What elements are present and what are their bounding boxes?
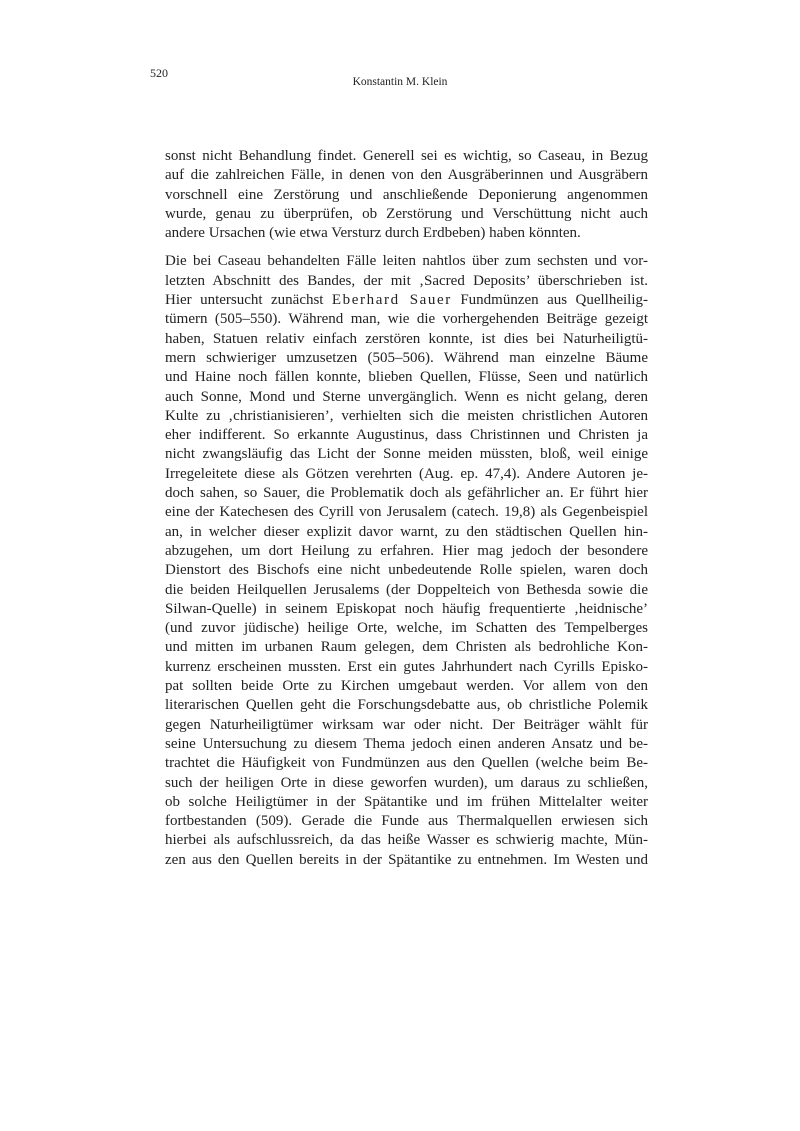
text-line: haben, Statuen relativ einfach zerstören konnte, ist dies bei Naturheiligtü-	[165, 330, 648, 347]
paragraph-1	[165, 147, 648, 243]
text-line: mern schwieriger umzusetzen (505–506). Während man einzelne Bäume	[165, 349, 648, 366]
text-line: auf die zahlreichen Fälle, in denen von den Ausgräberinnen und Ausgräbern	[165, 167, 648, 184]
text-line	[165, 291, 648, 310]
text-line: kurrenz erscheinen mussten. Erst ein gutes Jahrhundert nach Cyrills Episko-	[165, 658, 648, 675]
text-line: pat sollten beide Orte zu Kirchen umgebaut werden. Vor allem von den	[165, 678, 648, 695]
text-line: ob solche Heiligtümer in der Spätantike und im frühen Mittelalter weiter	[165, 793, 648, 810]
text-line: trachtet die Häufigkeit von Fundmünzen aus den Quellen (welche beim Be-	[165, 755, 648, 772]
text-line: Kulte zu ‚christianisieren’, verhielten sich die meisten christlichen Autoren	[165, 407, 648, 424]
text-line: seine Untersuchung zu diesem Thema jedoch einen anderen Ansatz und be-	[165, 735, 648, 752]
text-line: letzten Abschnitt des Bandes, der mit ‚Sacred Deposits’ überschrieben ist.	[165, 272, 648, 289]
text-line: abzugehen, um dort Heilung zu erfahren. Hier mag jedoch der besondere	[165, 542, 648, 559]
text-line: und Haine noch fällen konnte, blieben Quellen, Flüsse, Seen und natürlich	[165, 369, 648, 386]
text-line: Dienstort des Bischofs eine nicht unbedeutende Rolle spielen, waren doch	[165, 562, 648, 579]
running-head: Konstantin M. Klein	[352, 76, 448, 88]
text-line: die beiden Heilquellen Jerusalems (der Doppelteich von Bethesda sowie die	[165, 581, 648, 598]
body-text	[165, 147, 648, 879]
text-line: (und zuvor jüdische) heilige Orte, welche, im Schatten des Tempelberges	[165, 620, 648, 637]
text-line: tümern (505–550). Während man, wie die vorhergehenden Beiträge gezeigt	[165, 311, 648, 328]
page-number: 520	[150, 66, 168, 80]
text-line: eher indifferent. So erkannte Augustinus, dass Christinnen und Christen ja	[165, 427, 648, 444]
text-line: literarischen Quellen geht die Forschungsdebatte aus, ob christliche Polemik	[165, 697, 648, 714]
text-line: nicht zwangsläufig das Licht der Sonne meiden müssten, bloß, weil einige	[165, 446, 648, 463]
text-line: doch sahen, so Sauer, die Problematik doch als gefährlicher an. Er führt hier	[165, 485, 648, 502]
text-line: auch Sonne, Mond und Sterne unvergänglich. Wenn es nicht gelang, deren	[165, 388, 648, 405]
text-line: und mitten im urbanen Raum gelegen, dem Christen als bedrohliche Kon-	[165, 639, 648, 656]
text-line: sonst nicht Behandlung findet. Generell sei es wichtig, so Caseau, in Bezug	[165, 148, 648, 164]
text-line: zen aus den Quellen bereits in der Spätantike zu entnehmen. Im Westen und	[165, 851, 648, 868]
text-line: Irregeleitete diese als Götzen verehrten (Aug. ep. 47,4). Andere Autoren je-	[165, 465, 648, 482]
text-line: fortbestanden (509). Gerade die Funde aus Thermalquellen erwiesen sich	[165, 813, 648, 830]
text-line: eine der Katechesen des Cyrill von Jerusalem (catech. 19,8) als Gegenbeispiel	[165, 504, 648, 521]
text-line: an, in welcher dieser explizit davor warnt, zu den städtischen Quellen hin-	[165, 523, 648, 540]
text-line: Die bei Caseau behandelten Fälle leiten nahtlos über zum sechsten und vor-	[165, 253, 648, 270]
text-line: Silwan-Quelle) in seinem Episkopat noch häufig frequentierte ‚heidnische’	[165, 600, 648, 617]
text-line: wurde, genau zu überprüfen, ob Zerstörung und Verschüttung nicht auch	[165, 205, 648, 222]
author-name: Eberhard Sauer	[331, 292, 452, 309]
text-line: andere Ursachen (wie etwa Versturz durch Erdbeben) haben könnten.	[165, 225, 581, 242]
text-line: hierbei als aufschlussreich, da das heiße Wasser es schwierig machte, Mün-	[165, 832, 648, 849]
paragraph-2	[165, 252, 648, 870]
text-segment: Fundmünzen aus Quellheilig-	[460, 292, 648, 309]
text-line: vorschnell eine Zerstörung und anschließende Deponierung angenommen	[165, 186, 648, 203]
text-line: such der heiligen Orte in diese geworfen wurden), um daraus zu schließen,	[165, 774, 648, 791]
text-segment: Hier untersucht zunächst	[165, 292, 324, 309]
text-line: gegen Naturheiligtümer wirksam war oder nicht. Der Beiträger wählt für	[165, 716, 648, 733]
